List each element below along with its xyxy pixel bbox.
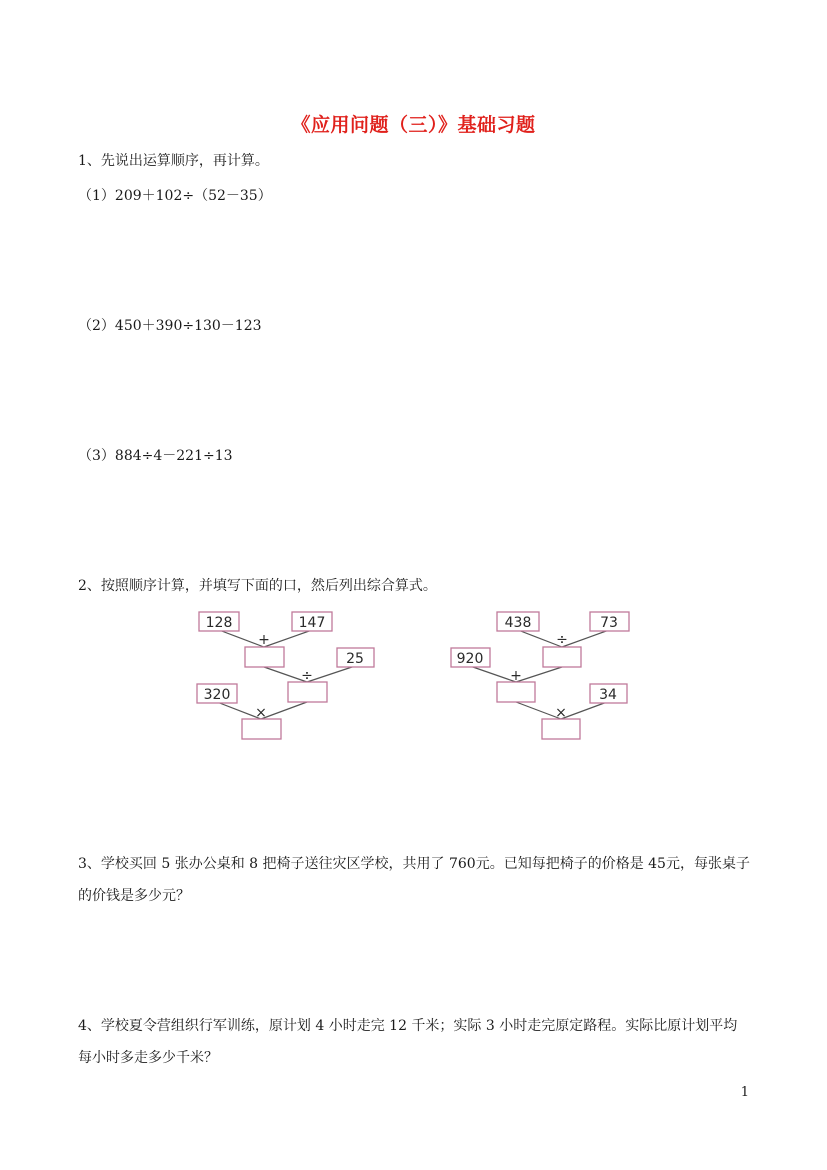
- right-operator-3: ×: [555, 705, 567, 721]
- question-1-part-1: （1）209＋102÷（52－35）: [78, 188, 272, 204]
- question-2-heading: 2、按照顺序计算，并填写下面的口，然后列出综合算式。: [78, 578, 437, 594]
- left-result-box[interactable]: [242, 719, 281, 739]
- question-1-part-2: （2）450＋390÷130－123: [78, 318, 262, 334]
- question-3-text: 3、学校买回 5 张办公桌和 8 把椅子送往灾区学校，共用了 760元。已知每把椅子的价格是 45元，每张桌子的价钱是多少元？: [78, 856, 750, 904]
- right-value-a: 438: [504, 615, 532, 631]
- left-blank-box-2[interactable]: [288, 682, 327, 702]
- left-value-a: 128: [205, 615, 233, 631]
- right-value-c: 920: [456, 651, 484, 667]
- right-operator-2: +: [510, 668, 522, 684]
- question-4-text: 4、学校夏令营组织行军训练，原计划 4 小时走完 12 千米；实际 3 小时走完原定路程。实际比原计划平均每小时多走多少千米？: [78, 1018, 738, 1066]
- left-operator-1: +: [258, 632, 270, 648]
- question-1-heading: 1、先说出运算顺序，再计算。: [78, 153, 269, 169]
- calculation-flow-diagrams: [0, 600, 827, 750]
- page-number: 1: [740, 1085, 749, 1100]
- question-1-part-3: （3）884÷4－221÷13: [78, 448, 233, 464]
- left-value-c: 25: [346, 651, 364, 667]
- right-blank-box-1[interactable]: [543, 647, 581, 667]
- right-result-box[interactable]: [542, 719, 580, 739]
- left-operator-3: ×: [255, 705, 267, 721]
- left-blank-box-1[interactable]: [245, 647, 284, 667]
- left-value-b: 147: [298, 615, 326, 631]
- right-blank-box-2[interactable]: [497, 682, 535, 702]
- left-operator-2: ÷: [301, 668, 313, 684]
- right-value-d: 34: [599, 687, 617, 703]
- right-value-b: 73: [600, 615, 618, 631]
- page-title: 《应用问题（三）》基础习题: [291, 114, 536, 136]
- left-value-d: 320: [203, 687, 231, 703]
- right-operator-1: ÷: [556, 632, 568, 648]
